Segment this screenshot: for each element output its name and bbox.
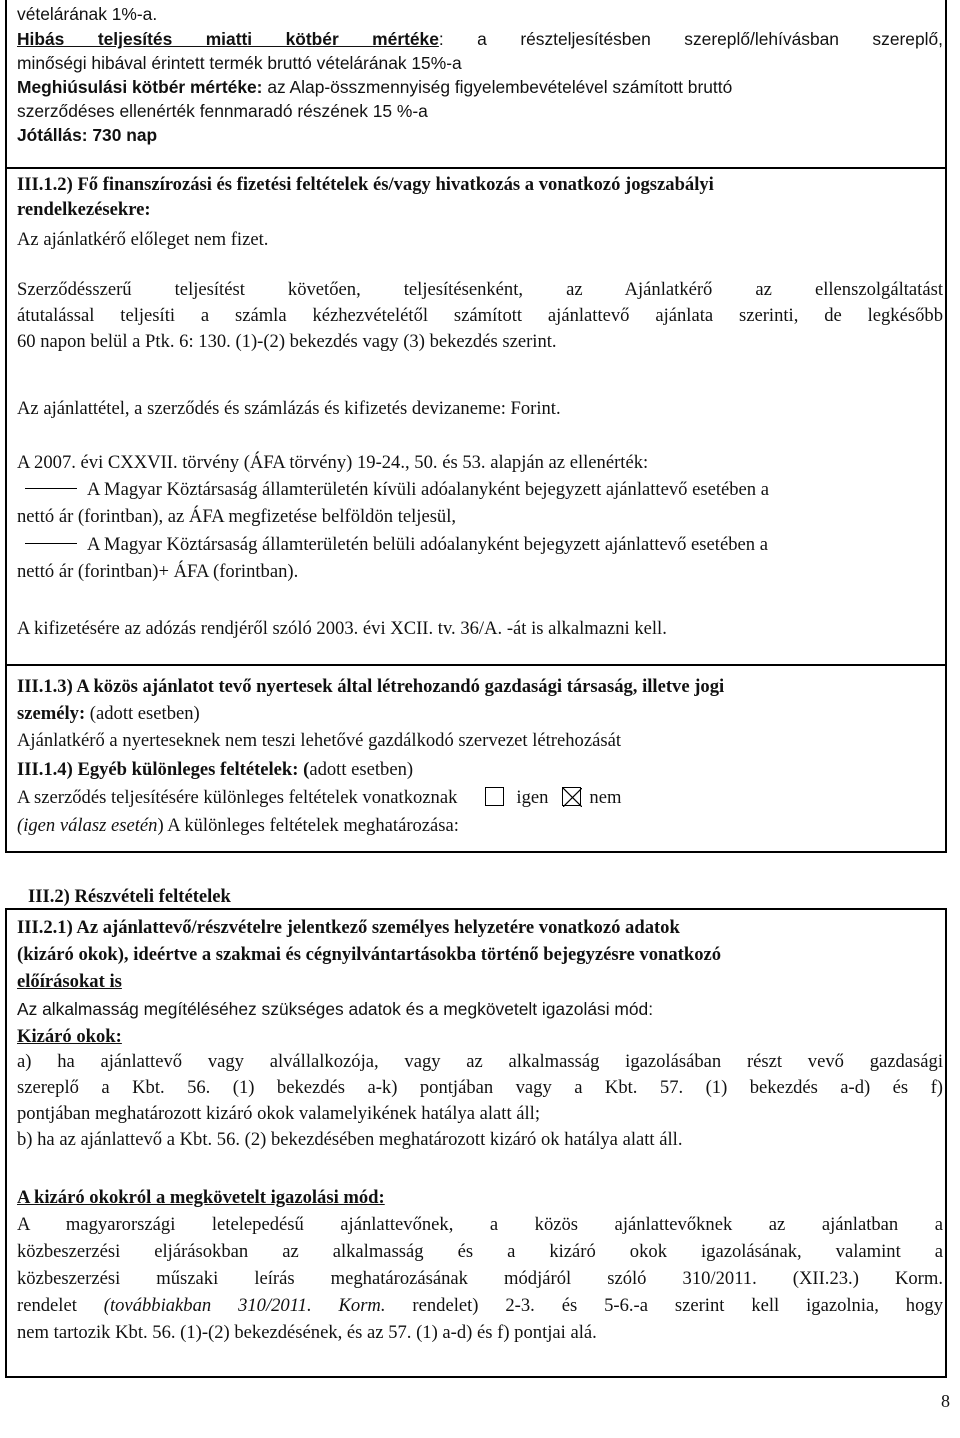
special-conditions-definition-text: ) A különleges feltételek meghatározása: [157,815,459,836]
payment-heading-line-1: III.1.2) Fő finanszírozási és fizetési feltételek és/vagy hivatkozás a vonatkozó jogszabályi [17,174,714,195]
payment-paragraph-line-2: átutalással teljesíti a számla kézhezvételétől számított ajánlattevő ajánlata szerinti, de legkésőbb [17,305,943,326]
payment-paragraph-line-1: Szerződésszerű teljesítést követően, teljesítésenként, az Ajánlatkérő az ellenszolgáltatást [17,279,943,300]
proof-line-4-start: rendelet [17,1295,104,1316]
vat-line-3: nettó ár (forintban), az ÁFA megfizetése belföldön teljesül, [17,506,457,527]
dash-mark [25,543,77,544]
defective-penalty-label: Hibás teljesítés miatti kötbér mértéke [17,29,439,49]
no-label: nem [589,787,622,808]
checkbox-cross-icon [563,788,582,807]
failure-penalty-text: az Alap-összmennyiség figyelembevételével számított bruttó [262,77,733,97]
vat-line-4 [17,535,768,555]
defective-penalty-text: : a részteljesítésben szereplő/lehívásban szereplő, [438,29,943,49]
vat-line-4-text: A Magyar Köztársaság államterületén belüli adóalanyként bejegyzett ajánlattevő esetében a [87,534,768,555]
eligibility-intro: Az alkalmasság megítéléséhez szükséges adatok és a megkövetelt igazolási mód: [17,999,654,1019]
proof-line-4 [17,1296,943,1316]
currency-text: Az ajánlattétel, a szerződés és számlázás és kifizetés devizaneme: Forint. [17,398,561,419]
payment-terms-box [5,167,947,666]
exclusion-heading-line-2: (kizáró okok), ideértve a szakmai és cégnyilvántartásokba történő bejegyzésre vonatkozó [17,944,722,965]
page-number: 8 [941,1391,950,1411]
joint-bid-note: (adott esetben) [85,703,200,724]
special-conditions-question [17,787,621,808]
yes-checkbox[interactable] [485,787,504,806]
special-conditions-note: adott esetben) [309,759,414,780]
joint-bid-text: Ajánlatkérő a nyerteseknek nem teszi lehetővé gazdálkodó szervezet létrehozását [17,730,622,751]
price-line: vételárának 1%-a. [17,4,158,24]
dash-mark [25,488,77,489]
vat-line-2 [17,480,769,500]
proof-method-title: A kizáró okokról a megkövetelt igazolási mód: [17,1187,385,1208]
exclusion-b-line: b) ha az ajánlattevő a Kbt. 56. (2) bekezdésében meghatározott kizáró ok hatálya alatt áll. [17,1129,683,1150]
exclusion-a-line-2: szereplő a Kbt. 56. (1) bekezdés a-k) pontjában vagy a Kbt. 57. (1) bekezdés a-d) és f) [17,1077,943,1098]
failure-penalty-line [17,78,732,97]
proof-line-3: közbeszerzési műszaki leírás meghatározásának módjáról szóló 310/2011. (XII.23.) Korm. [17,1268,943,1289]
if-yes-note: (igen válasz esetén [17,815,158,836]
proof-line-4-italic: (továbbiakban 310/2011. Korm. [103,1295,386,1316]
exclusion-heading-line-3: előírásokat is [17,971,122,992]
exclusion-grounds-box [5,908,947,1378]
exclusion-grounds-title: Kizáró okok: [17,1026,122,1047]
payment-heading-line-2: rendelkezésekre: [17,199,151,220]
no-checkbox[interactable] [562,787,581,806]
exclusion-heading-line-1: III.2.1) Az ajánlattevő/részvételre jelentkező személyes helyzetére vonatkozó adatok [17,917,680,938]
yes-label: igen [516,787,549,808]
defective-penalty-line [17,30,943,49]
vat-line-2-text: A Magyar Köztársaság államterületén kívüli adóalanyként bejegyzett ajánlattevő esetében a [87,479,770,500]
special-conditions-box [5,664,947,853]
joint-bid-heading-line-1: III.1.3) A közös ajánlatot tevő nyertesek által létrehozandó gazdasági társaság, illetve jogi [17,676,725,697]
special-conditions-label: III.1.4) Egyéb különleges feltételek: ( [17,759,310,780]
proof-line-5: nem tartozik Kbt. 56. (1)-(2) bekezdésének, és az 57. (1) a-d) és f) pontjai alá. [17,1322,597,1343]
warranty-line: Jótállás: 730 nap [17,125,158,145]
special-conditions-definition [17,816,459,836]
joint-bid-label: személy: [17,703,86,724]
penalty-box [5,0,947,169]
vat-line-1: A 2007. évi CXXVII. törvény (ÁFA törvény) 19-24., 50. és 53. alapján az ellenérték: [17,452,649,473]
failure-penalty-line-2: szerződéses ellenérték fennmaradó részének 15 %-a [17,101,428,121]
proof-line-4-end: rendelet) 2-3. és 5-6.-a szerint kell igazolnia, hogy [385,1295,943,1316]
joint-bid-heading-line-2 [17,704,200,724]
special-conditions-heading [17,760,413,780]
payment-paragraph-line-3: 60 napon belül a Ptk. 6: 130. (1)-(2) bekezdés vagy (3) bekezdés szerint. [17,331,557,352]
special-conditions-question-text: A szerződés teljesítésére különleges feltételek vonatkoznak [17,787,458,808]
participation-conditions-title: III.2) Részvételi feltételek [28,886,231,907]
vat-line-5: nettó ár (forintban)+ ÁFA (forintban). [17,561,299,582]
proof-line-2: közbeszerzési eljárásokban az alkalmasság és a kizáró okok igazolásának, valamint a [17,1241,943,1262]
failure-penalty-label: Meghiúsulási kötbér mértéke: [17,77,263,97]
exclusion-a-line-3: pontjában meghatározott kizáró okok valamelyikének hatálya alatt áll; [17,1103,541,1124]
advance-payment-text: Az ajánlatkérő előleget nem fizet. [17,229,269,250]
defective-penalty-line-2: minőségi hibával érintett termék bruttó vételárának 15%-a [17,53,462,73]
tax-text: A kifizetésére az adózás rendjéről szóló 2003. évi XCII. tv. 36/A. -át is alkalmazni kell. [17,618,667,639]
proof-line-1: A magyarországi letelepedésű ajánlattevőnek, a közös ajánlattevőknek az ajánlatban a [17,1214,943,1235]
exclusion-a-line-1: a) ha ajánlattevő vagy alvállalkozója, vagy az alkalmasság igazolásában részt vevő gazdasági [17,1051,943,1072]
